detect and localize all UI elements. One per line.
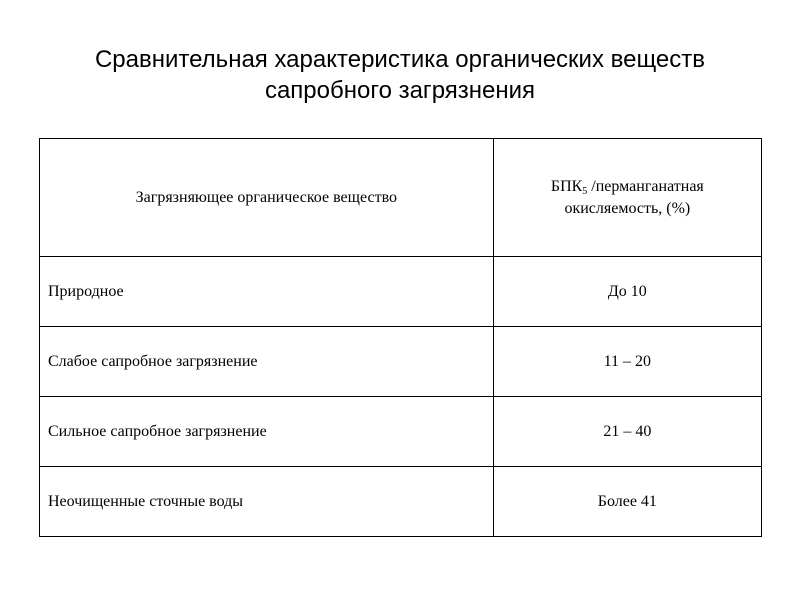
row-name: Слабое сапробное загрязнение bbox=[40, 327, 494, 397]
header-value-main: БПК bbox=[550, 177, 583, 195]
row-name: Неочищенные сточные воды bbox=[40, 467, 494, 537]
header-value-line-2: окисляемость, (%) bbox=[564, 199, 691, 217]
row-name: Сильное сапробное загрязнение bbox=[40, 397, 494, 467]
header-value-subscript: 5 bbox=[582, 185, 588, 197]
header-value-rest: /перманганатная bbox=[587, 177, 704, 195]
table-header-row bbox=[40, 139, 762, 257]
slide-title-line-1: Сравнительная характеристика органических веществ bbox=[94, 46, 706, 73]
header-value-line-1 bbox=[502, 176, 753, 198]
slide-title bbox=[0, 44, 800, 106]
table-row bbox=[40, 467, 762, 537]
row-value: До 10 bbox=[493, 257, 761, 327]
row-value: 21 – 40 bbox=[493, 397, 761, 467]
row-name: Природное bbox=[40, 257, 494, 327]
table-row bbox=[40, 397, 762, 467]
table-row bbox=[40, 257, 762, 327]
slide-title-line-2: сапробного загрязнения bbox=[264, 77, 536, 104]
comparison-table bbox=[39, 138, 762, 537]
header-substance: Загрязняющее органическое вещество bbox=[40, 139, 494, 257]
table-row bbox=[40, 327, 762, 397]
row-value: Более 41 bbox=[493, 467, 761, 537]
header-bod-permanganate bbox=[493, 139, 761, 257]
row-value: 11 – 20 bbox=[493, 327, 761, 397]
